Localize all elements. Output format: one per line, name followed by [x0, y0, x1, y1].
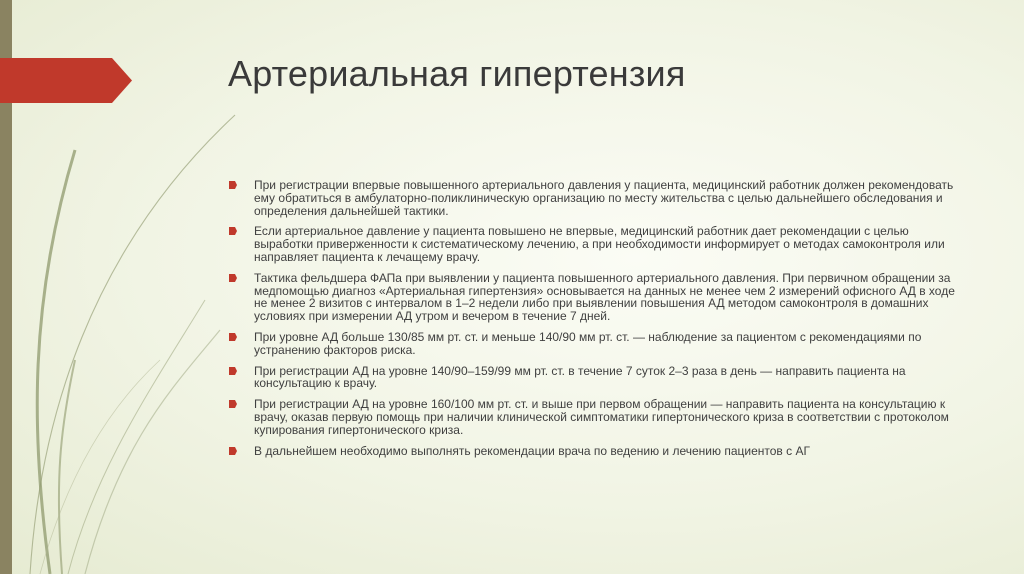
- bullet-text: При регистрации впервые повышенного артериального давления у пациента, медицинский работник должен рекомендовать ему обратиться в амбулаторно-поликлиническую организацию по месту жительства с целью дальнейшего обследования и определения дальнейшей тактики.: [254, 178, 954, 218]
- bullet-arrow-icon: [229, 181, 237, 189]
- bullet-arrow-icon: [229, 400, 237, 408]
- slide-title: Артериальная гипертензия: [228, 53, 686, 94]
- title-accent-arrow: [0, 58, 132, 103]
- bullet-text: При уровне АД больше 130/85 мм рт. ст. и меньше 140/90 мм рт. ст. — наблюдение за пациентом с рекомендациями по устранению факторов риска.: [254, 329, 922, 357]
- bullet-list: [228, 179, 963, 465]
- bullet-arrow-icon: [229, 227, 237, 235]
- bullet-item-3: [228, 272, 963, 323]
- bullet-arrow-icon: [229, 447, 237, 455]
- bullet-item-4: [228, 331, 963, 357]
- bullet-item-2: [228, 225, 963, 263]
- bullet-item-5: [228, 365, 963, 391]
- bullet-arrow-icon: [229, 274, 237, 282]
- bullet-text: При регистрации АД на уровне 160/100 мм рт. ст. и выше при первом обращении — направить пациента на консультацию к врачу, оказав первую помощь при наличии клинической симптоматики гипертонического криза в соответствии с протоколом купирования гипертонического криза.: [254, 397, 949, 437]
- bullet-arrow-icon: [229, 333, 237, 341]
- bullet-item-6: [228, 398, 963, 436]
- bullet-text: В дальнейшем необходимо выполнять рекомендации врача по ведению и лечению пациентов с АГ: [254, 443, 810, 458]
- bullet-item-7: [228, 445, 963, 458]
- bullet-arrow-icon: [229, 367, 237, 375]
- bullet-text: Тактика фельдшера ФАПа при выявлении у пациента повышенного артериального давления. При первичном обращении за медпомощью диагноз «Артериальная гипертензия» основывается на данных не менее чем 2 измерений офисного АД в ходе не менее 2 визитов с интервалом в 1–2 недели либо при выявлении повышения АД методом самоконтроля в домашних условиях при измерении АД утром и вечером в течение 7 дней.: [254, 270, 955, 324]
- bullet-text: При регистрации АД на уровне 140/90–159/99 мм рт. ст. в течение 7 суток 2–3 раза в день — направить пациента на консультацию к врачу.: [254, 363, 906, 391]
- bullet-text: Если артериальное давление у пациента повышено не впервые, медицинский работник дает рекомендации с целью выработки приверженности к систематическому лечению, а при необходимости информирует о методах самоконтроля или направляет пациента к лечащему врачу.: [254, 224, 945, 264]
- bullet-item-1: [228, 179, 963, 217]
